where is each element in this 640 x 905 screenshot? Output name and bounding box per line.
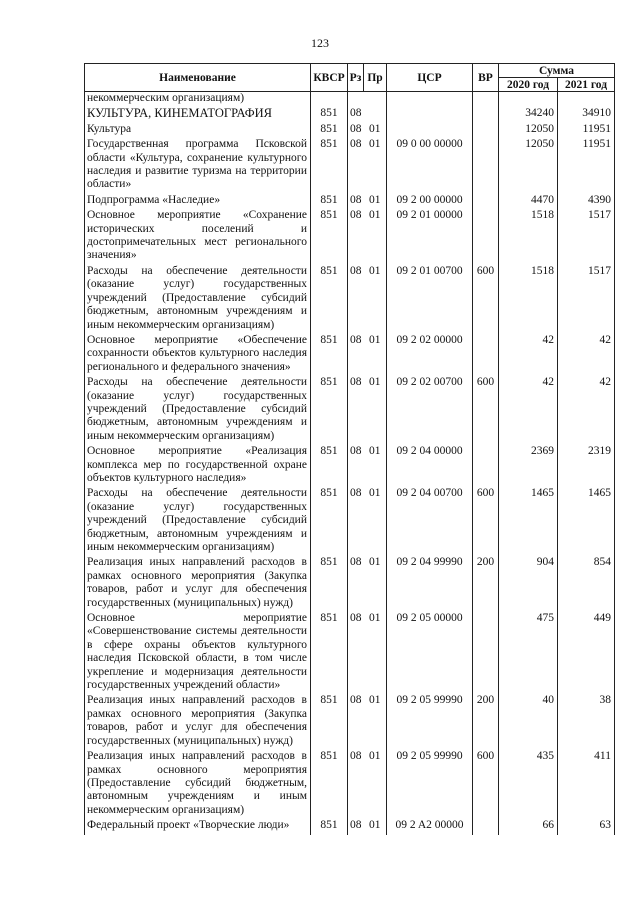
table-cell-2021: 42	[558, 376, 615, 445]
table-cell-csr: 09 0 00 00000	[387, 138, 473, 194]
table-cell-rz: 08	[350, 445, 362, 458]
table-cell-2020: 12050	[499, 138, 558, 194]
table-cell-rz: 08	[350, 107, 362, 120]
table-cell-pr: 01	[369, 122, 381, 135]
table-cell-pr: 01	[369, 209, 381, 222]
header-sum: Сумма	[499, 64, 615, 78]
table-row	[85, 138, 615, 194]
table-cell-vr	[473, 445, 499, 487]
table-cell-2020: 42	[499, 334, 558, 376]
table-cell-vr	[473, 334, 499, 376]
table-row	[85, 445, 615, 487]
table-cell-kvsr: 851	[311, 209, 348, 265]
table-cell-pr	[364, 107, 387, 122]
table-cell-pr: 01	[369, 264, 381, 277]
table-cell-csr: 09 2 04 00000	[387, 445, 473, 487]
table-cell-name: КУЛЬТУРА, КИНЕМАТОГРАФИЯ	[85, 107, 311, 122]
table-cell-vr	[473, 123, 499, 138]
table-cell-csr: 09 2 04 99990	[387, 556, 473, 612]
table-cell-kvsr: 851	[311, 750, 348, 819]
header-2020: 2020 год	[499, 78, 558, 92]
header-rz: Рз	[348, 64, 364, 92]
table-cell-kvsr: 851	[311, 123, 348, 138]
table-cell-vr: 600	[473, 265, 499, 334]
table-cell-pr: 01	[369, 333, 381, 346]
table-cell-rz: 08	[350, 333, 362, 346]
page-number: 123	[311, 36, 329, 50]
table-cell-2021: 2319	[558, 445, 615, 487]
header-kvsr: КВСР	[311, 64, 348, 92]
table-cell-name: Подпрограмма «Наследие»	[85, 194, 311, 209]
table-cell-pr: 01	[369, 750, 381, 763]
table-cell-rz: 08	[350, 819, 362, 832]
table-cell-vr	[473, 107, 499, 122]
table-cell-name: Реализация иных направлений расходов в рамках основного мероприятия (Предоставление субсидий бюджетным, автономным учреждениям и иным некоммерческим организациям)	[85, 750, 311, 819]
table-cell-csr	[387, 123, 473, 138]
table-cell-csr: 09 2 04 00700	[387, 487, 473, 556]
table-cell-kvsr: 851	[311, 487, 348, 556]
table-cell-rz: 08	[350, 750, 362, 763]
table-cell-2021: 1465	[558, 487, 615, 556]
table-cell-2021: 63	[558, 819, 615, 834]
table-cell-name: Основное мероприятие «Реализация комплекса мер по государственной охране объектов культурного наследия»	[85, 445, 311, 487]
table-cell-2021	[558, 92, 615, 108]
table-cell-2021: 854	[558, 556, 615, 612]
table-cell-pr: 01	[369, 556, 381, 569]
table-cell-2020: 1518	[499, 209, 558, 265]
table-row	[85, 194, 615, 209]
table-cell-2020: 12050	[499, 123, 558, 138]
table-cell-2020: 1465	[499, 487, 558, 556]
table-cell-rz: 08	[350, 193, 362, 206]
table-cell-kvsr: 851	[311, 265, 348, 334]
table-cell-name: Федеральный проект «Творческие люди»	[85, 819, 311, 834]
table-cell-name: Расходы на обеспечение деятельности (оказание услуг) государственных учреждений (Предоставление субсидий бюджетным, автономным учреждениям и иным некоммерческим организациям)	[85, 487, 311, 556]
table-cell-name: Основное мероприятие «Сохранение исторических поселений и достопримечательных мест регионального значения»	[85, 209, 311, 265]
table-cell-name: Реализация иных направлений расходов в рамках основного мероприятия (Закупка товаров, работ и услуг для обеспечения государственных (муниципальных) нужд)	[85, 556, 311, 612]
table-cell-pr: 01	[369, 819, 381, 832]
table-row	[85, 209, 615, 265]
table-cell-2020: 1518	[499, 265, 558, 334]
budget-table	[84, 63, 615, 835]
table-cell-csr: 09 2 A2 00000	[387, 819, 473, 834]
header-name: Наименование	[85, 64, 311, 92]
table-cell-name: Государственная программа Псковской области «Культура, сохранение культурного наследия и развитие туризма на территории области»	[85, 138, 311, 194]
table-row	[85, 123, 615, 138]
table-cell-csr: 09 2 05 00000	[387, 612, 473, 694]
table-row	[85, 750, 615, 819]
header-vr: ВР	[473, 64, 499, 92]
table-cell-2021: 11951	[558, 138, 615, 194]
table-cell-name: Основное мероприятие «Совершенствование системы деятельности в сфере охраны объектов культурного наследия Псковской области, в том числе укрепление и модернизация деятельности государственных учреждений области»	[85, 612, 311, 694]
table-cell-2021: 42	[558, 334, 615, 376]
table-row	[85, 265, 615, 334]
table-cell-vr	[473, 209, 499, 265]
table-cell-name: Расходы на обеспечение деятельности (оказание услуг) государственных учреждений (Предоставление субсидий бюджетным, автономным учреждениям и иным некоммерческим организациям)	[85, 376, 311, 445]
table-cell-vr	[473, 194, 499, 209]
table-cell-2021: 1517	[558, 265, 615, 334]
table-cell-kvsr: 851	[311, 138, 348, 194]
table-cell-vr: 600	[473, 750, 499, 819]
table-cell-csr	[387, 107, 473, 122]
table-cell-kvsr: 851	[311, 334, 348, 376]
table-cell-2020	[499, 92, 558, 108]
table-cell-vr	[473, 138, 499, 194]
table-cell-name: Расходы на обеспечение деятельности (оказание услуг) государственных учреждений (Предоставление субсидий бюджетным, автономным учреждениям и иным некоммерческим организациям)	[85, 265, 311, 334]
table-cell-vr: 600	[473, 376, 499, 445]
table-cell-kvsr: 851	[311, 376, 348, 445]
table-cell-2021: 34910	[558, 107, 615, 122]
table-cell-vr: 200	[473, 556, 499, 612]
table-cell-pr: 01	[369, 376, 381, 389]
table-cell-rz: 08	[350, 209, 362, 222]
table-row	[85, 376, 615, 445]
table-cell-2020: 34240	[499, 107, 558, 122]
table-cell-pr: 01	[369, 612, 381, 625]
table-cell-rz: 08	[350, 122, 362, 135]
table-cell-2020: 42	[499, 376, 558, 445]
table-row	[85, 694, 615, 750]
table-cell-csr	[387, 92, 473, 108]
table-cell-kvsr: 851	[311, 612, 348, 694]
table-cell-csr: 09 2 01 00700	[387, 265, 473, 334]
table-row	[85, 612, 615, 694]
table-cell-2021: 11951	[558, 123, 615, 138]
table-cell-pr: 01	[369, 487, 381, 500]
table-cell-2020: 435	[499, 750, 558, 819]
table-cell-2021: 4390	[558, 194, 615, 209]
table-cell-vr	[473, 819, 499, 834]
table-row	[85, 556, 615, 612]
table-cell-name: Реализация иных направлений расходов в рамках основного мероприятия (Закупка товаров, работ и услуг для обеспечения государственных (муниципальных) нужд)	[85, 694, 311, 750]
table-cell-csr: 09 2 00 00000	[387, 194, 473, 209]
table-cell-vr: 200	[473, 694, 499, 750]
table-row	[85, 819, 615, 834]
table-cell-name: Основное мероприятие «Обеспечение сохранности объектов культурного наследия регионального и федерального значения»	[85, 334, 311, 376]
table-cell-vr: 600	[473, 487, 499, 556]
table-cell-rz: 08	[350, 264, 362, 277]
table-cell-name: некоммерческим организациям)	[85, 92, 311, 108]
table-cell-rz: 08	[350, 694, 362, 707]
table-cell-kvsr: 851	[311, 694, 348, 750]
table-cell-rz: 08	[350, 376, 362, 389]
table-body	[85, 92, 615, 835]
table-cell-rz: 08	[350, 556, 362, 569]
table-row	[85, 92, 615, 108]
table-cell-vr	[473, 92, 499, 108]
table-cell-name: Культура	[85, 123, 311, 138]
table-cell-kvsr: 851	[311, 194, 348, 209]
table-header	[85, 64, 615, 92]
table-row	[85, 487, 615, 556]
table-cell-2020: 40	[499, 694, 558, 750]
table-cell-rz: 08	[350, 487, 362, 500]
table-cell-2020: 4470	[499, 194, 558, 209]
table-cell-pr: 01	[369, 445, 381, 458]
table-cell-rz: 08	[350, 612, 362, 625]
table-cell-csr: 09 2 05 99990	[387, 750, 473, 819]
table-cell-csr: 09 2 02 00000	[387, 334, 473, 376]
table-cell-rz	[348, 92, 364, 108]
table-cell-kvsr: 851	[311, 819, 348, 834]
table-cell-2021: 449	[558, 612, 615, 694]
header-2021: 2021 год	[558, 78, 615, 92]
table-cell-2021: 411	[558, 750, 615, 819]
table-cell-rz: 08	[350, 138, 362, 151]
table-row	[85, 107, 615, 122]
table-cell-csr: 09 2 05 99990	[387, 694, 473, 750]
table-cell-vr	[473, 612, 499, 694]
table-cell-kvsr: 851	[311, 556, 348, 612]
table-cell-kvsr	[311, 92, 348, 108]
table-cell-2020: 2369	[499, 445, 558, 487]
table-cell-2021: 38	[558, 694, 615, 750]
header-pr: Пр	[364, 64, 387, 92]
table-cell-2021: 1517	[558, 209, 615, 265]
table-row	[85, 334, 615, 376]
table-cell-kvsr: 851	[311, 107, 348, 122]
table-cell-csr: 09 2 02 00700	[387, 376, 473, 445]
table-cell-2020: 904	[499, 556, 558, 612]
table-cell-pr: 01	[369, 193, 381, 206]
table-cell-2020: 475	[499, 612, 558, 694]
table-cell-pr: 01	[369, 694, 381, 707]
table-cell-pr: 01	[369, 138, 381, 151]
table-cell-pr	[364, 92, 387, 108]
table-cell-kvsr: 851	[311, 445, 348, 487]
header-csr: ЦСР	[387, 64, 473, 92]
table-cell-csr: 09 2 01 00000	[387, 209, 473, 265]
table-cell-2020: 66	[499, 819, 558, 834]
